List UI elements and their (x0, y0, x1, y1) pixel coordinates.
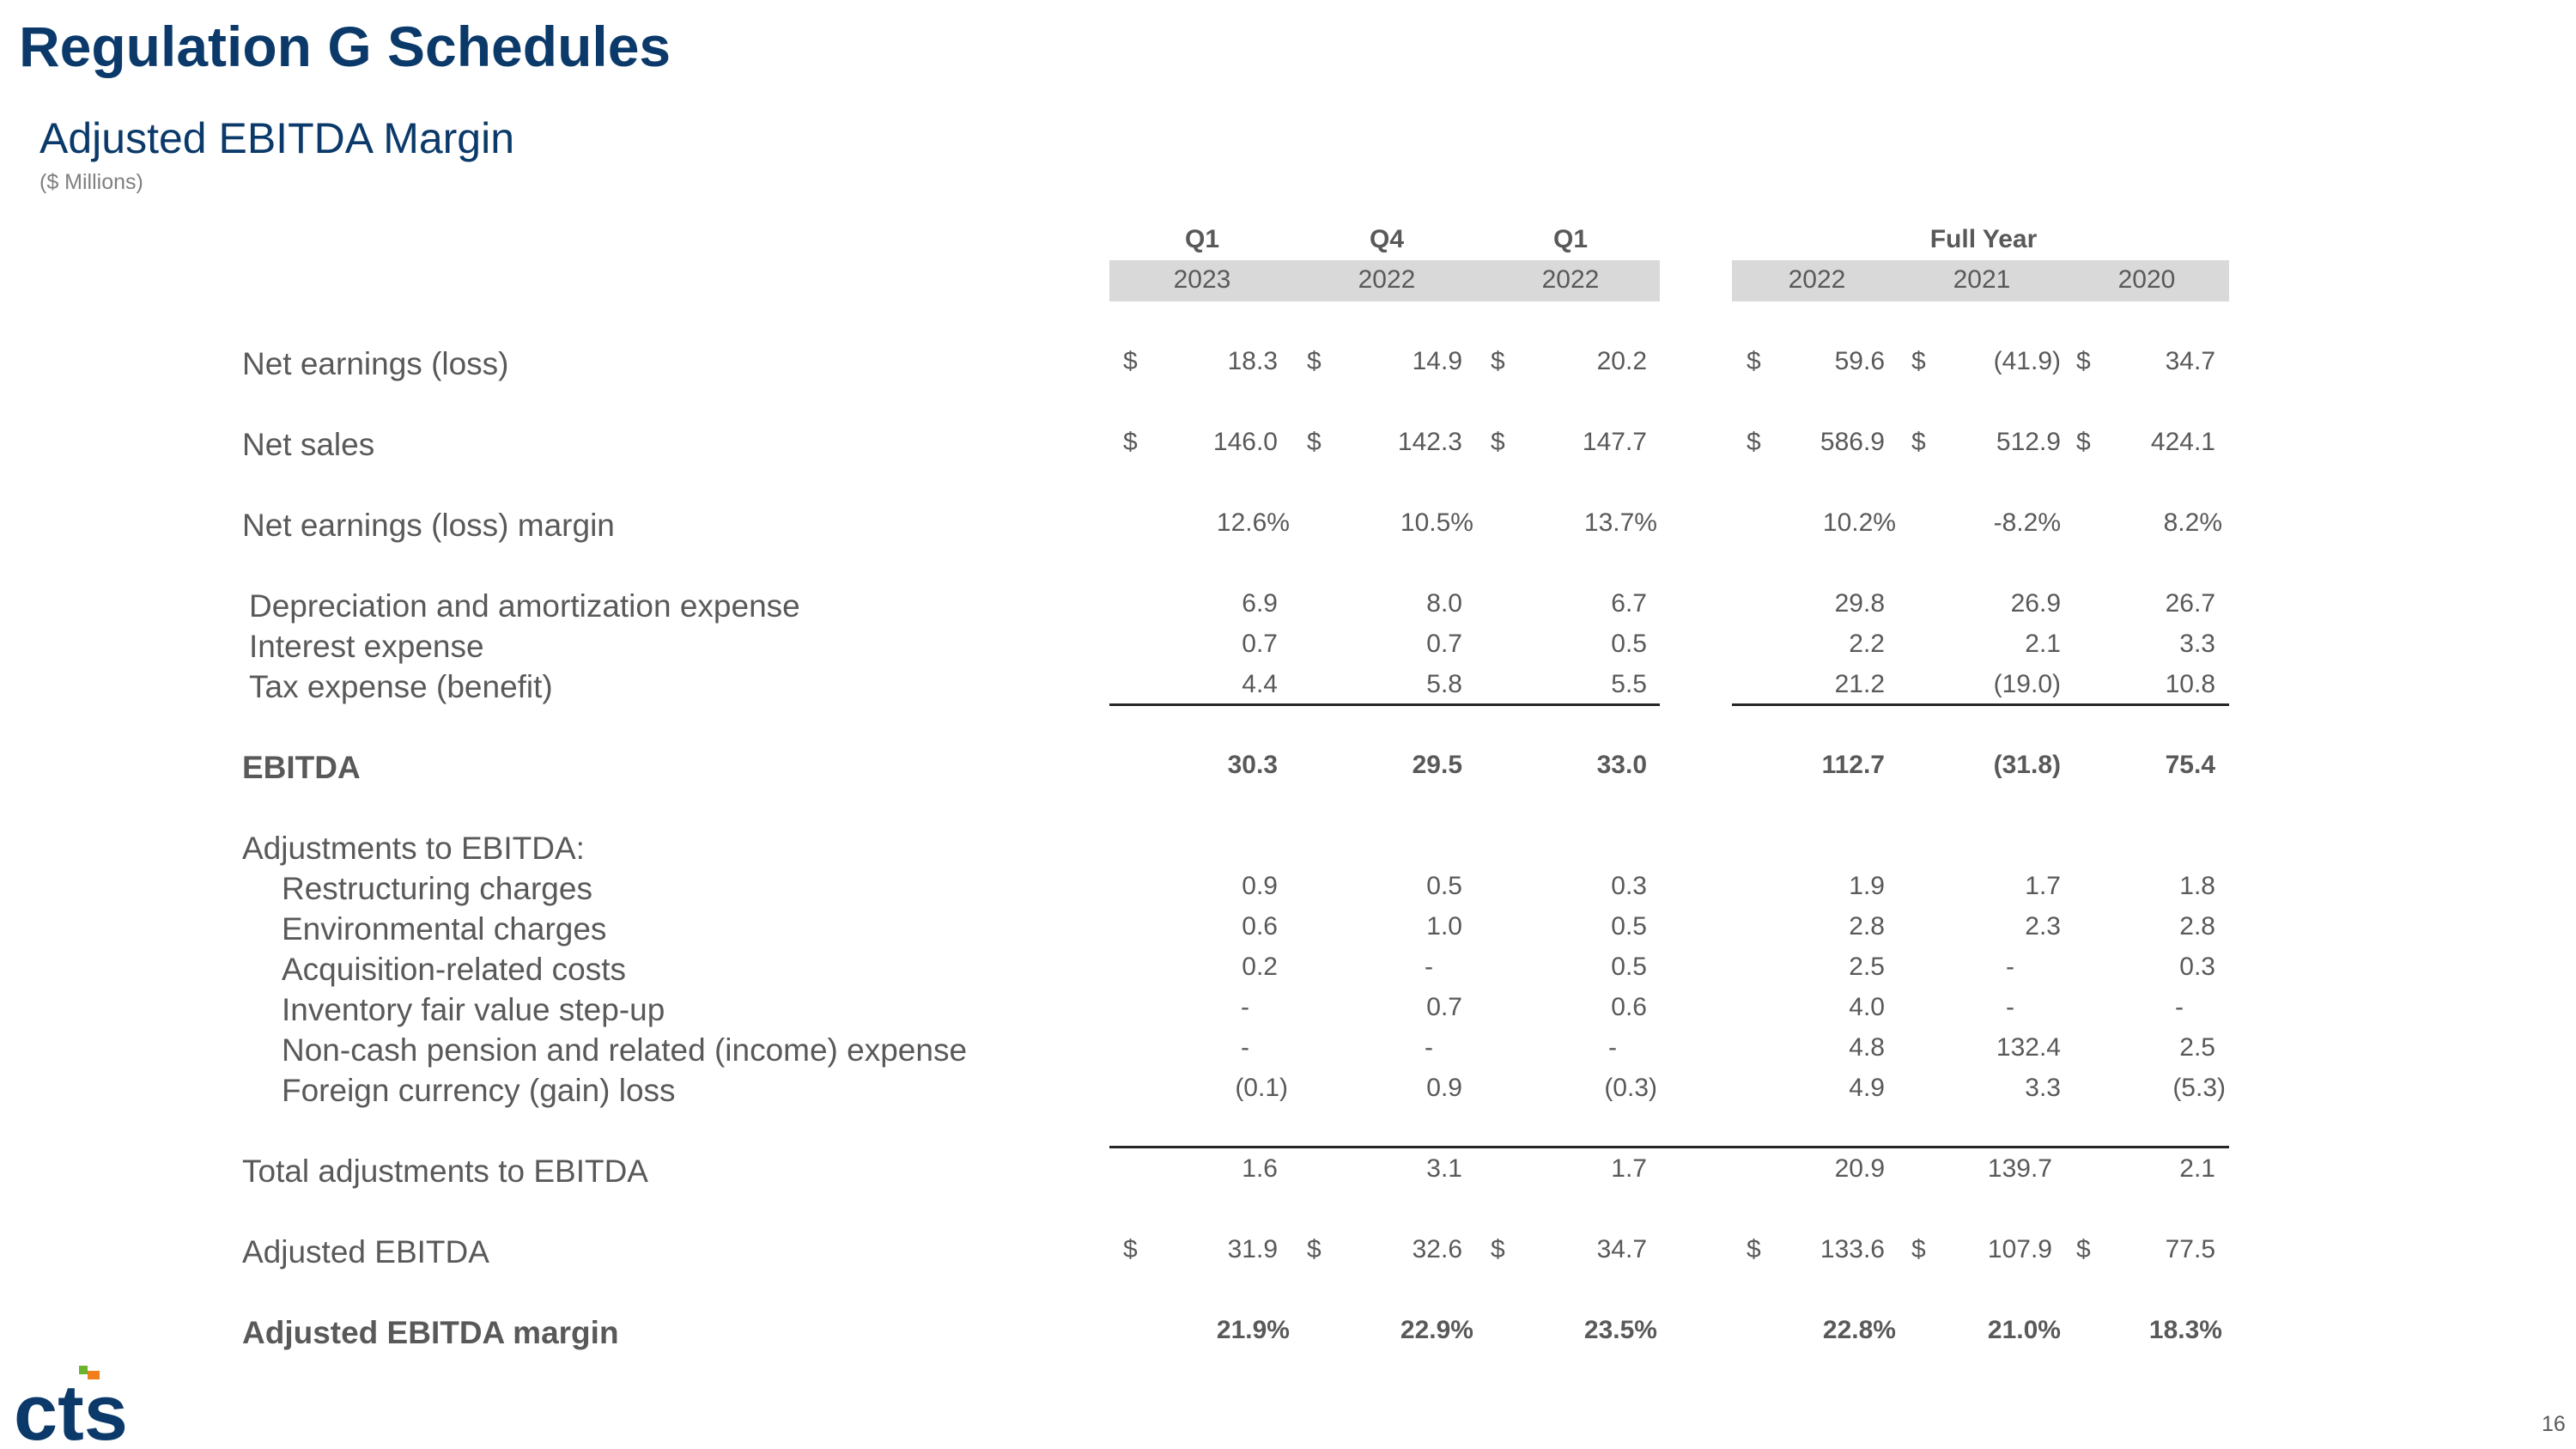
row-label-net-margin: Net earnings (loss) margin (242, 508, 615, 543)
cell-net-margin: 12.6% (1216, 508, 1290, 537)
cell-net-sales: 512.9 (1996, 428, 2061, 456)
row-label-depreciation: Depreciation and amortization expense (249, 588, 800, 624)
dollar-sign: $ (1123, 347, 1138, 375)
cell-inventory: 4.0 (1849, 993, 1885, 1021)
dollar-sign: $ (1911, 1235, 1926, 1263)
cell-adjusted-margin: 22.8% (1822, 1316, 1896, 1344)
cell-pension: - (1241, 1033, 1249, 1062)
row-label-adjusted-ebitda: Adjusted EBITDA (242, 1234, 489, 1269)
col-group-full-year: Full Year (1929, 225, 2038, 253)
dollar-sign: $ (1747, 1235, 1761, 1263)
cell-pension: 2.5 (2179, 1033, 2215, 1062)
cell-depreciation: 6.9 (1242, 589, 1278, 618)
cell-net-earnings: (41.9) (1993, 347, 2061, 375)
cell-net-sales: 147.7 (1582, 428, 1647, 456)
cell-fx: (0.1) (1235, 1074, 1288, 1102)
year-header: 2022 (1358, 265, 1416, 294)
dollar-sign: $ (2076, 1235, 2091, 1263)
row-label-interest: Interest expense (249, 629, 484, 664)
cell-ebitda: (31.8) (1993, 751, 2061, 779)
cell-net-earnings: 20.2 (1596, 347, 1647, 375)
cell-depreciation: 6.7 (1611, 589, 1647, 618)
cell-interest: 0.7 (1242, 630, 1278, 658)
cell-fx: (5.3) (2172, 1074, 2226, 1102)
dollar-sign: $ (1307, 428, 1321, 456)
cell-interest: 0.7 (1426, 630, 1462, 658)
dollar-sign: $ (1911, 428, 1926, 456)
cell-acquisition: 0.2 (1242, 953, 1278, 981)
cell-adjusted-ebitda: 32.6 (1412, 1235, 1462, 1263)
cell-interest: 0.5 (1611, 630, 1647, 658)
cell-adjusted-margin: 21.9% (1216, 1316, 1290, 1344)
dollar-sign: $ (1911, 347, 1926, 375)
cell-net-margin: 13.7% (1583, 508, 1657, 537)
cell-pension: - (1608, 1033, 1617, 1062)
cell-total-adjustments: 1.7 (1611, 1154, 1647, 1183)
cell-adjusted-margin: 21.0% (1987, 1316, 2061, 1344)
col-group-q4-2022: Q4 (1369, 225, 1405, 253)
page-number: 16 (2542, 1412, 2566, 1436)
cell-total-adjustments: 1.6 (1242, 1154, 1278, 1183)
year-header: 2022 (1541, 265, 1600, 294)
cell-environmental: 0.6 (1242, 912, 1278, 941)
row-label-fx: Foreign currency (gain) loss (282, 1073, 676, 1108)
row-label-acquisition: Acquisition-related costs (282, 952, 627, 987)
cell-ebitda: 30.3 (1227, 751, 1278, 779)
cell-tax: 4.4 (1242, 670, 1278, 698)
cell-acquisition: - (1425, 953, 1433, 981)
dollar-sign: $ (2076, 428, 2091, 456)
cell-acquisition: 2.5 (1849, 953, 1885, 981)
cell-tax: 21.2 (1834, 670, 1885, 698)
cell-net-sales: 142.3 (1397, 428, 1462, 456)
cell-inventory: - (2006, 993, 2014, 1021)
dollar-sign: $ (1307, 1235, 1321, 1263)
cell-pension: - (1425, 1033, 1433, 1062)
cell-pension: 4.8 (1849, 1033, 1885, 1062)
cell-restructuring: 0.5 (1426, 872, 1462, 900)
cell-acquisition: 0.3 (2179, 953, 2215, 981)
cell-restructuring: 0.9 (1242, 872, 1278, 900)
year-header: 2020 (2117, 265, 2176, 294)
cell-inventory: - (2175, 993, 2184, 1021)
cell-environmental: 0.5 (1611, 912, 1647, 941)
dollar-sign: $ (1491, 347, 1505, 375)
page-title: Regulation G Schedules (19, 15, 671, 78)
cell-inventory: 0.6 (1611, 993, 1647, 1021)
cell-restructuring: 1.9 (1849, 872, 1885, 900)
cell-restructuring: 1.7 (2025, 872, 2061, 900)
cell-adjusted-ebitda: 107.9 (1987, 1235, 2052, 1263)
cell-fx: 4.9 (1849, 1074, 1885, 1102)
cell-net-earnings: 59.6 (1834, 347, 1885, 375)
dollar-sign: $ (1747, 347, 1761, 375)
cell-net-margin: 8.2% (2163, 508, 2222, 537)
cell-environmental: 2.3 (2025, 912, 2061, 941)
cell-adjusted-margin: 18.3% (2148, 1316, 2222, 1344)
year-header: 2023 (1173, 265, 1231, 294)
cell-net-sales: 424.1 (2150, 428, 2215, 456)
cell-total-adjustments: 20.9 (1834, 1154, 1885, 1183)
section-subtitle: Adjusted EBITDA Margin (39, 114, 515, 162)
cell-interest: 3.3 (2179, 630, 2215, 658)
dollar-sign: $ (1123, 1235, 1138, 1263)
cell-depreciation: 26.7 (2165, 589, 2215, 618)
cell-total-adjustments: 2.1 (2179, 1154, 2215, 1183)
cell-restructuring: 1.8 (2179, 872, 2215, 900)
cell-restructuring: 0.3 (1611, 872, 1647, 900)
cell-environmental: 2.8 (1849, 912, 1885, 941)
cell-pension: 132.4 (1996, 1033, 2061, 1062)
dollar-sign: $ (1123, 428, 1138, 456)
cell-acquisition: 0.5 (1611, 953, 1647, 981)
cell-net-earnings: 34.7 (2165, 347, 2215, 375)
row-label-inventory: Inventory fair value step-up (282, 992, 665, 1027)
cell-tax: 5.8 (1426, 670, 1462, 698)
cell-fx: 0.9 (1426, 1074, 1462, 1102)
cell-adjusted-margin: 23.5% (1583, 1316, 1657, 1344)
row-label-pension: Non-cash pension and related (income) expense (282, 1032, 968, 1068)
unit-note: ($ Millions) (39, 170, 143, 194)
cell-net-margin: -8.2% (1993, 508, 2061, 537)
logo-wordmark: cts (14, 1369, 128, 1443)
cell-depreciation: 26.9 (2010, 589, 2061, 618)
cell-fx: 3.3 (2025, 1074, 2061, 1102)
cell-depreciation: 29.8 (1834, 589, 1885, 618)
cell-environmental: 1.0 (1426, 912, 1462, 941)
cell-net-margin: 10.2% (1822, 508, 1896, 537)
dollar-sign: $ (1491, 1235, 1505, 1263)
cell-net-earnings: 18.3 (1227, 347, 1278, 375)
cell-ebitda: 29.5 (1412, 751, 1462, 779)
cell-interest: 2.2 (1849, 630, 1885, 658)
cell-depreciation: 8.0 (1426, 589, 1462, 618)
dollar-sign: $ (1491, 428, 1505, 456)
cell-adjusted-ebitda: 31.9 (1227, 1235, 1278, 1263)
cell-inventory: 0.7 (1426, 993, 1462, 1021)
row-label-adjusted-margin: Adjusted EBITDA margin (242, 1315, 619, 1350)
total-rule (1109, 1146, 2229, 1148)
cell-tax: 10.8 (2165, 670, 2215, 698)
row-label-tax: Tax expense (benefit) (249, 669, 553, 704)
dollar-sign: $ (2076, 347, 2091, 375)
cell-adjusted-ebitda: 77.5 (2165, 1235, 2215, 1263)
row-label-net-earnings: Net earnings (loss) (242, 346, 509, 381)
cell-total-adjustments: 3.1 (1426, 1154, 1462, 1183)
cell-ebitda: 75.4 (2165, 751, 2215, 779)
row-label-restructuring: Restructuring charges (282, 871, 592, 906)
cell-net-margin: 10.5% (1400, 508, 1473, 537)
adjustments-header: Adjustments to EBITDA: (242, 831, 585, 866)
cell-ebitda: 33.0 (1596, 751, 1647, 779)
cts-logo (14, 1364, 160, 1443)
dollar-sign: $ (1747, 428, 1761, 456)
cell-inventory: - (1241, 993, 1249, 1021)
col-group-q1-2022: Q1 (1552, 225, 1589, 253)
cell-net-earnings: 14.9 (1412, 347, 1462, 375)
cell-acquisition: - (2006, 953, 2014, 981)
cell-total-adjustments: 139.7 (1987, 1154, 2052, 1183)
col-group-q1-2023: Q1 (1184, 225, 1220, 253)
year-header: 2022 (1788, 265, 1846, 294)
year-header: 2021 (1953, 265, 2011, 294)
cell-tax: (19.0) (1993, 670, 2061, 698)
row-label-total-adjustments: Total adjustments to EBITDA (242, 1154, 648, 1189)
subtotal-rule (1732, 703, 2229, 706)
cell-interest: 2.1 (2025, 630, 2061, 658)
cell-tax: 5.5 (1611, 670, 1647, 698)
row-label-ebitda: EBITDA (242, 750, 361, 785)
row-label-net-sales: Net sales (242, 427, 375, 462)
cell-fx: (0.3) (1604, 1074, 1657, 1102)
cell-adjusted-ebitda: 133.6 (1820, 1235, 1885, 1263)
cell-adjusted-ebitda: 34.7 (1596, 1235, 1647, 1263)
cell-net-sales: 586.9 (1820, 428, 1885, 456)
cell-net-sales: 146.0 (1212, 428, 1278, 456)
cell-environmental: 2.8 (2179, 912, 2215, 941)
row-label-environmental: Environmental charges (282, 911, 607, 947)
dollar-sign: $ (1307, 347, 1321, 375)
cell-ebitda: 112.7 (1821, 751, 1885, 779)
subtotal-rule (1109, 703, 1660, 706)
cell-adjusted-margin: 22.9% (1400, 1316, 1473, 1344)
